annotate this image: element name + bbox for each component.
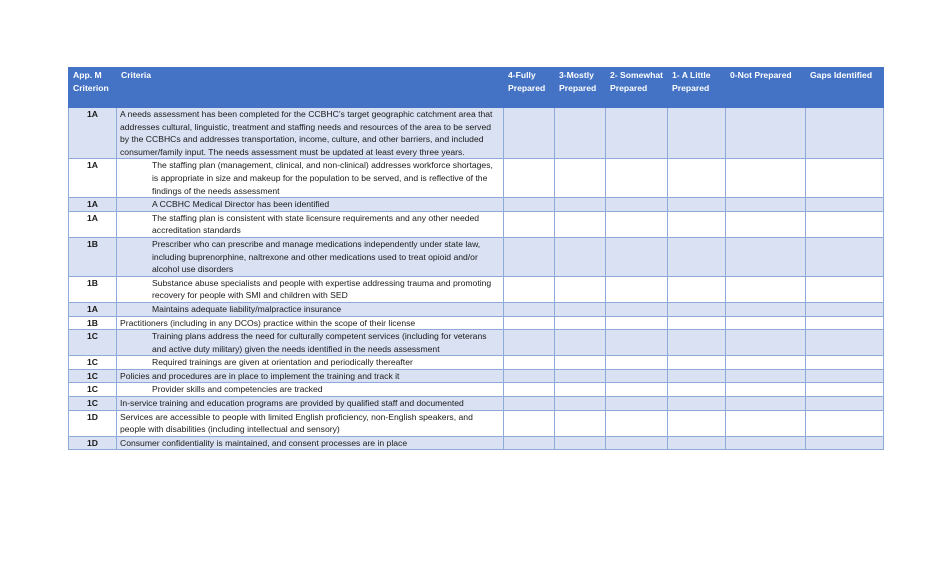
criterion-code: 1A xyxy=(69,108,117,159)
table-row xyxy=(69,211,884,237)
rating-cell-fully[interactable] xyxy=(504,410,555,436)
rating-cell-fully[interactable] xyxy=(504,383,555,397)
criteria-text: A CCBHC Medical Director has been identified xyxy=(117,198,504,212)
header-app-m-criterion: App. M Criterion xyxy=(69,68,117,108)
criteria-text: In-service training and education programs are provided by qualified staff and documented xyxy=(117,397,504,411)
rating-cell-somewhat[interactable] xyxy=(606,410,668,436)
rating-cell-a-little[interactable] xyxy=(668,302,726,316)
rating-cell-somewhat[interactable] xyxy=(606,316,668,330)
rating-cell-a-little[interactable] xyxy=(668,436,726,450)
gaps-cell[interactable] xyxy=(806,237,884,276)
criteria-text: Maintains adequate liability/malpractice insurance xyxy=(117,302,504,316)
criterion-code: 1B xyxy=(69,237,117,276)
rating-cell-somewhat[interactable] xyxy=(606,356,668,370)
gaps-cell[interactable] xyxy=(806,330,884,356)
rating-cell-a-little[interactable] xyxy=(668,316,726,330)
table-row xyxy=(69,159,884,198)
table-row xyxy=(69,237,884,276)
rating-cell-fully[interactable] xyxy=(504,198,555,212)
criterion-code: 1B xyxy=(69,316,117,330)
rating-cell-somewhat[interactable] xyxy=(606,211,668,237)
rating-cell-somewhat[interactable] xyxy=(606,330,668,356)
rating-cell-not[interactable] xyxy=(726,369,806,383)
rating-cell-somewhat[interactable] xyxy=(606,302,668,316)
header-fully-prepared: 4-Fully Prepared xyxy=(504,68,555,108)
rating-cell-mostly[interactable] xyxy=(555,108,606,159)
rating-cell-mostly[interactable] xyxy=(555,436,606,450)
rating-cell-a-little[interactable] xyxy=(668,383,726,397)
table-row xyxy=(69,302,884,316)
rating-cell-a-little[interactable] xyxy=(668,397,726,411)
gaps-cell[interactable] xyxy=(806,369,884,383)
rating-cell-somewhat[interactable] xyxy=(606,397,668,411)
rating-cell-a-little[interactable] xyxy=(668,108,726,159)
header-somewhat-prepared: 2- Somewhat Prepared xyxy=(606,68,668,108)
header-criteria: Criteria xyxy=(117,68,504,108)
rating-cell-not[interactable] xyxy=(726,316,806,330)
table-row xyxy=(69,356,884,370)
gaps-cell[interactable] xyxy=(806,410,884,436)
gaps-cell[interactable] xyxy=(806,276,884,302)
rating-cell-fully[interactable] xyxy=(504,159,555,198)
rating-cell-fully[interactable] xyxy=(504,397,555,411)
rating-cell-mostly[interactable] xyxy=(555,410,606,436)
criterion-code: 1C xyxy=(69,397,117,411)
criterion-code: 1D xyxy=(69,436,117,450)
gaps-cell[interactable] xyxy=(806,397,884,411)
table-row xyxy=(69,330,884,356)
rating-cell-somewhat[interactable] xyxy=(606,369,668,383)
rating-cell-a-little[interactable] xyxy=(668,211,726,237)
rating-cell-a-little[interactable] xyxy=(668,198,726,212)
rating-cell-not[interactable] xyxy=(726,383,806,397)
criterion-code: 1A xyxy=(69,198,117,212)
rating-cell-mostly[interactable] xyxy=(555,397,606,411)
table-row xyxy=(69,436,884,450)
rating-cell-fully[interactable] xyxy=(504,436,555,450)
rating-cell-fully[interactable] xyxy=(504,369,555,383)
rating-cell-somewhat[interactable] xyxy=(606,436,668,450)
gaps-cell[interactable] xyxy=(806,211,884,237)
rating-cell-mostly[interactable] xyxy=(555,159,606,198)
rating-cell-not[interactable] xyxy=(726,237,806,276)
table-row xyxy=(69,316,884,330)
rating-cell-not[interactable] xyxy=(726,198,806,212)
rating-cell-fully[interactable] xyxy=(504,302,555,316)
gaps-cell[interactable] xyxy=(806,108,884,159)
header-gaps-identified: Gaps Identified xyxy=(806,68,884,108)
rating-cell-a-little[interactable] xyxy=(668,356,726,370)
criteria-text: Required trainings are given at orientation and periodically thereafter xyxy=(117,356,504,370)
header-a-little-prepared: 1- A Little Prepared xyxy=(668,68,726,108)
header-row xyxy=(69,68,884,108)
header-mostly-prepared: 3-Mostly Prepared xyxy=(555,68,606,108)
rating-cell-fully[interactable] xyxy=(504,356,555,370)
criteria-text: Consumer confidentiality is maintained, and consent processes are in place xyxy=(117,436,504,450)
criteria-text: The staffing plan is consistent with state licensure requirements and any other needed accreditation standards xyxy=(117,211,504,237)
rating-cell-not[interactable] xyxy=(726,108,806,159)
gaps-cell[interactable] xyxy=(806,159,884,198)
rating-cell-somewhat[interactable] xyxy=(606,108,668,159)
rating-cell-mostly[interactable] xyxy=(555,302,606,316)
rating-cell-fully[interactable] xyxy=(504,211,555,237)
rating-cell-somewhat[interactable] xyxy=(606,276,668,302)
rating-cell-a-little[interactable] xyxy=(668,276,726,302)
rating-cell-fully[interactable] xyxy=(504,316,555,330)
criteria-text: A needs assessment has been completed for the CCBHC’s target geographic catchment area that addresses cultural, linguistic, treatment and staffing needs and resources of the area to be served by the CCBHCs and addresses transportation, income, culture, and other barriers, and included consumer/family input. The needs assessment must be updated at least every three years. xyxy=(117,108,504,159)
gaps-cell[interactable] xyxy=(806,383,884,397)
criterion-code: 1B xyxy=(69,276,117,302)
criteria-text: Services are accessible to people with limited English proficiency, non-English speakers, and people with disabilities (including intellectual and sensory) xyxy=(117,410,504,436)
table-row xyxy=(69,383,884,397)
rating-cell-not[interactable] xyxy=(726,410,806,436)
rating-cell-mostly[interactable] xyxy=(555,356,606,370)
rating-cell-mostly[interactable] xyxy=(555,211,606,237)
gaps-cell[interactable] xyxy=(806,316,884,330)
rating-cell-a-little[interactable] xyxy=(668,410,726,436)
rating-cell-mostly[interactable] xyxy=(555,276,606,302)
rating-cell-somewhat[interactable] xyxy=(606,383,668,397)
criteria-text: Substance abuse specialists and people with expertise addressing trauma and promoting recovery for people with SMI and children with SED xyxy=(117,276,504,302)
gaps-cell[interactable] xyxy=(806,356,884,370)
rating-cell-fully[interactable] xyxy=(504,276,555,302)
rating-cell-not[interactable] xyxy=(726,302,806,316)
rating-cell-mostly[interactable] xyxy=(555,383,606,397)
rating-cell-fully[interactable] xyxy=(504,108,555,159)
table-row xyxy=(69,397,884,411)
table-row xyxy=(69,410,884,436)
table-row xyxy=(69,276,884,302)
rating-cell-somewhat[interactable] xyxy=(606,198,668,212)
rating-cell-mostly[interactable] xyxy=(555,198,606,212)
criteria-text: The staffing plan (management, clinical, and non-clinical) addresses workforce shortages, is appropriate in size and makeup for the population to be served, and is reflective of the findings of the needs assessment xyxy=(117,159,504,198)
gaps-cell[interactable] xyxy=(806,198,884,212)
rating-cell-a-little[interactable] xyxy=(668,330,726,356)
criteria-text: Training plans address the need for culturally competent services (including for veterans and active duty military) given the needs identified in the needs assessment xyxy=(117,330,504,356)
rating-cell-not[interactable] xyxy=(726,397,806,411)
criteria-table xyxy=(68,67,884,450)
criteria-text: Prescriber who can prescribe and manage medications independently under state law, including buprenorphine, naltrexone and other medications used to treat opioid and/or alcohol use disorders xyxy=(117,237,504,276)
table-row xyxy=(69,108,884,159)
rating-cell-a-little[interactable] xyxy=(668,237,726,276)
rating-cell-mostly[interactable] xyxy=(555,369,606,383)
rating-cell-a-little[interactable] xyxy=(668,369,726,383)
rating-cell-fully[interactable] xyxy=(504,237,555,276)
gaps-cell[interactable] xyxy=(806,436,884,450)
header-not-prepared: 0-Not Prepared xyxy=(726,68,806,108)
rating-cell-not[interactable] xyxy=(726,276,806,302)
criteria-text: Provider skills and competencies are tracked xyxy=(117,383,504,397)
criterion-code: 1C xyxy=(69,369,117,383)
table-row xyxy=(69,198,884,212)
criterion-code: 1A xyxy=(69,302,117,316)
rating-cell-fully[interactable] xyxy=(504,330,555,356)
rating-cell-mostly[interactable] xyxy=(555,316,606,330)
rating-cell-mostly[interactable] xyxy=(555,237,606,276)
rating-cell-not[interactable] xyxy=(726,211,806,237)
table-row xyxy=(69,369,884,383)
criteria-text: Policies and procedures are in place to implement the training and track it xyxy=(117,369,504,383)
criteria-text: Practitioners (including in any DCOs) practice within the scope of their license xyxy=(117,316,504,330)
rating-cell-not[interactable] xyxy=(726,356,806,370)
criteria-assessment-sheet xyxy=(68,67,883,450)
rating-cell-not[interactable] xyxy=(726,330,806,356)
criterion-code: 1C xyxy=(69,330,117,356)
criterion-code: 1A xyxy=(69,211,117,237)
rating-cell-somewhat[interactable] xyxy=(606,159,668,198)
gaps-cell[interactable] xyxy=(806,302,884,316)
criterion-code: 1D xyxy=(69,410,117,436)
rating-cell-mostly[interactable] xyxy=(555,330,606,356)
criterion-code: 1C xyxy=(69,383,117,397)
rating-cell-somewhat[interactable] xyxy=(606,237,668,276)
rating-cell-not[interactable] xyxy=(726,436,806,450)
criterion-code: 1A xyxy=(69,159,117,198)
rating-cell-a-little[interactable] xyxy=(668,159,726,198)
rating-cell-not[interactable] xyxy=(726,159,806,198)
criterion-code: 1C xyxy=(69,356,117,370)
